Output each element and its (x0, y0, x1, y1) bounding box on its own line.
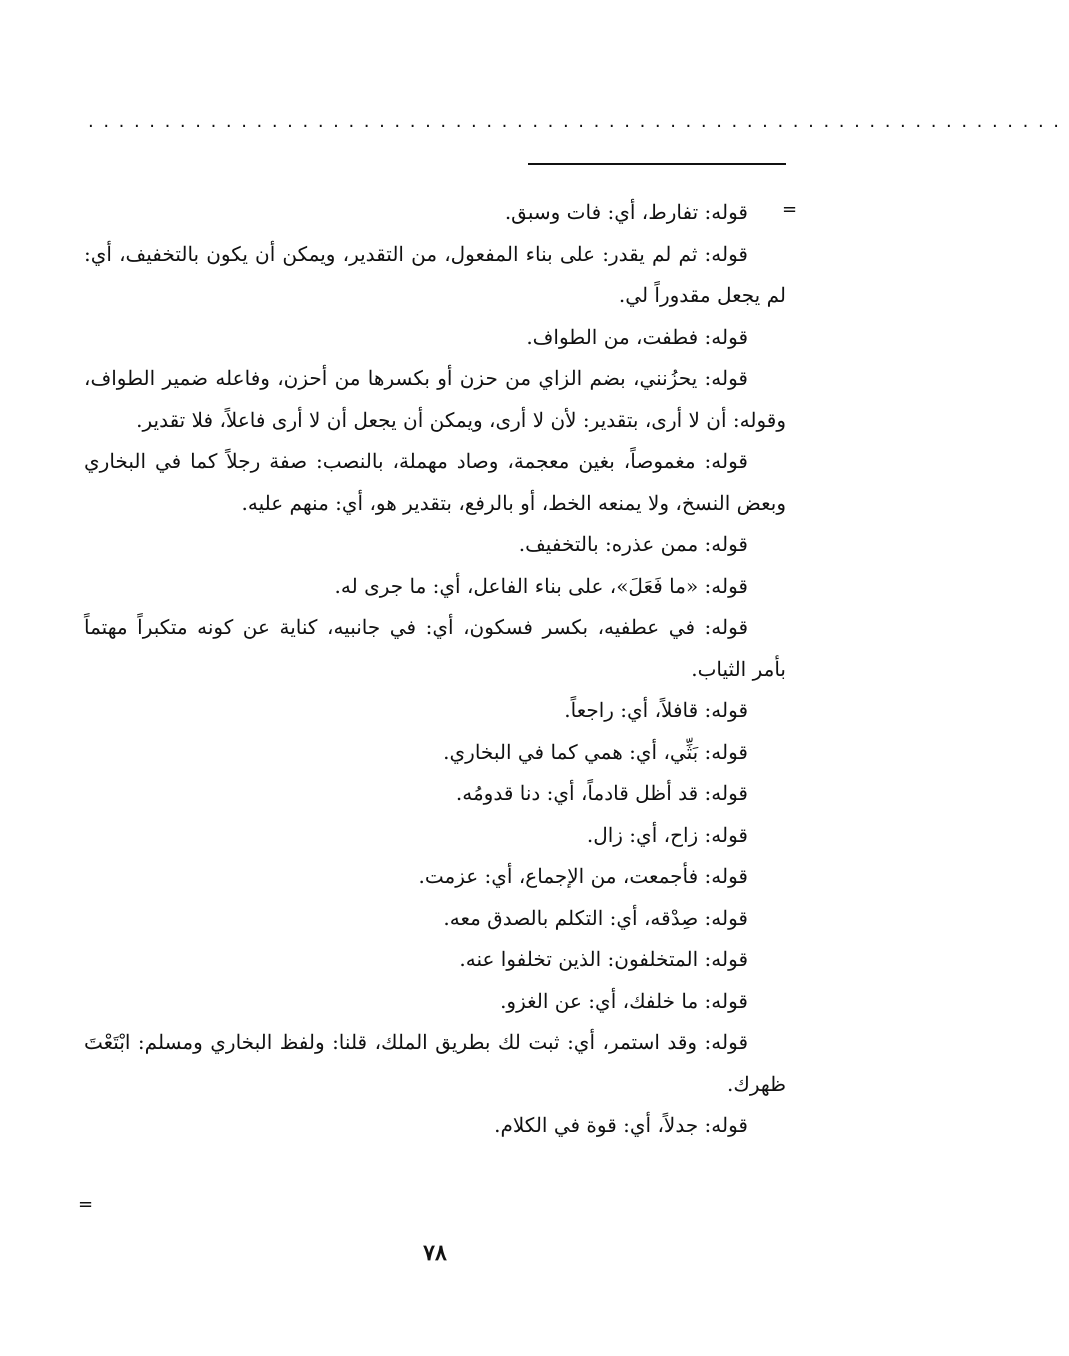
paragraph: قوله: تفارط، أي: فات وسبق. (504, 200, 748, 224)
paragraph: قوله: فأجمعت، من الإجماع، أي: عزمت. (418, 864, 748, 888)
paragraph: قوله: في عطفيه، بكسر فسكون، أي: في جانبيه، كناية عن كونه متكبراً مهتماً بأمر الثياب. (84, 615, 786, 681)
continuation-mark-top: = (782, 199, 798, 220)
paragraph: قوله: ما خلفك، أي: عن الغزو. (500, 988, 748, 1013)
paragraph: قوله: صِدْقه، أي: التكلم بالصدق معه. (443, 905, 748, 930)
top-dotted-separator: ................................................................ (88, 111, 1069, 132)
paragraph: قوله: ثم لم يقدر: على بناء المفعول، من التقدير، ويمكن أن يكون بالتخفيف، أي: لم يجعل مقدوراً لي. (84, 241, 786, 307)
paragraph: قوله: جدلاً، أي: قوة في الكلام. (494, 1113, 748, 1137)
paragraph: قوله: مغموصاً، بغين معجمة، وصاد مهملة، بالنصب: صفة رجلاً كما في البخاري وبعض النسخ، ولا يمنعه الخط، أو بالرفع، بتقدير هو، أي: منهم عليه. (84, 449, 786, 515)
page-number: ٧٨ (423, 1240, 447, 1266)
paragraph: قوله: يحزُنني، بضم الزاي من حزن أو بكسرها من أحزن، وفاعله ضمير الطواف، وقوله: أن لا أرى، بتقدير: لأن لا أرى، ويمكن أن يجعل أن لا أرى فاعلاً، فلا تقدير. (84, 366, 786, 432)
paragraph: قوله: قافلاً، أي: راجعاً. (564, 698, 748, 722)
paragraph: قوله: وقد استمر، أي: ثبت لك بطريق الملك، قلنا: ولفظ البخاري ومسلم: ابْتَعْتَ ظهرك. (84, 1030, 786, 1096)
paragraph: قوله: زاح، أي: زال. (586, 822, 748, 847)
footnote-separator-line (528, 163, 786, 165)
paragraph: قوله: ممن عذره: بالتخفيف. (518, 532, 748, 556)
continuation-mark-bottom: = (78, 1194, 94, 1215)
paragraph: قوله: المتخلفون: الذين تخلفوا عنه. (459, 947, 748, 971)
paragraph: قوله: بَثِّي، أي: همي كما في البخاري. (443, 739, 748, 764)
paragraph: قوله: قد أظل قادماً، أي: دنا قدومُه. (455, 781, 748, 805)
paragraph: قوله: فطفت، من الطواف. (526, 324, 748, 349)
paragraph: قوله: «ما فَعَلَ»، على بناء الفاعل، أي: ما جرى له. (334, 573, 748, 598)
footnote-text-block (84, 192, 786, 1147)
